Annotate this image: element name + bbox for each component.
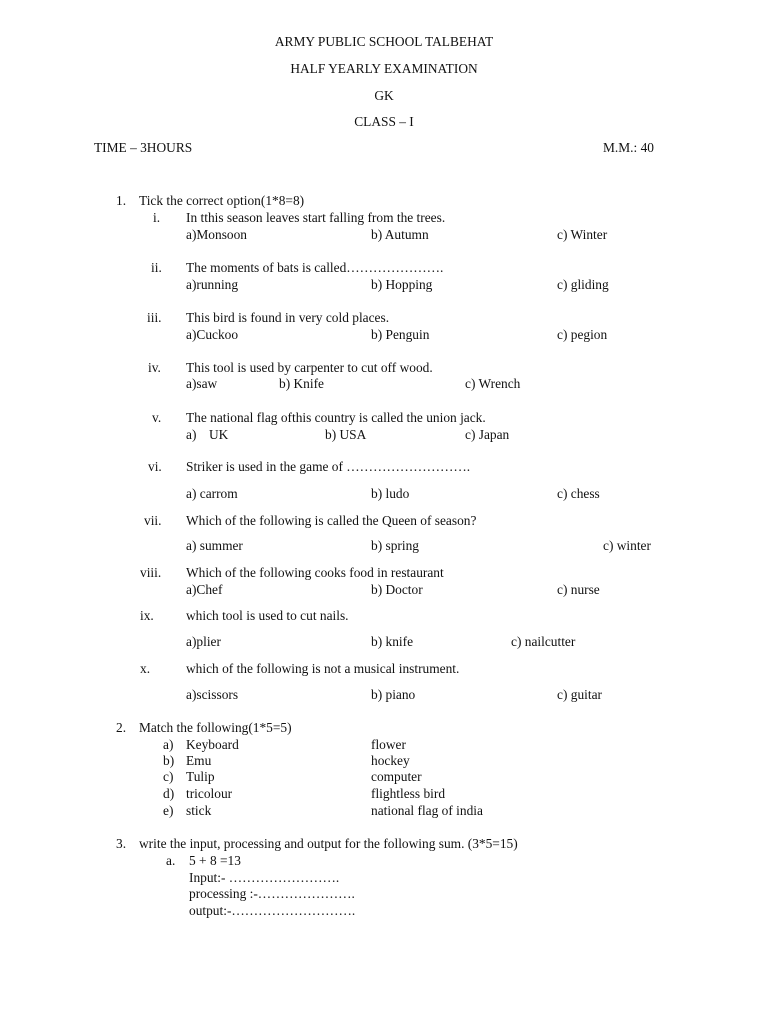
item-number: ii. [151,260,162,275]
option-b: b) Penguin [371,327,430,342]
option-a: UK [209,427,229,442]
max-marks: M.M.: 40 [603,140,654,155]
exam-title: HALF YEARLY EXAMINATION [290,61,478,76]
item-number: viii. [140,565,162,580]
class-title: CLASS – I [354,114,414,129]
option-a-label: a) [186,427,197,442]
item-question: Which of the following cooks food in restaurant [186,565,444,580]
option-b: b) USA [325,427,367,442]
option-c: c) pegion [557,327,608,342]
match-right: computer [371,769,422,784]
item-question: Striker is used in the game of ………………………. [186,459,471,474]
match-label: a) [163,737,174,752]
item-question: This tool is used by carpenter to cut off wood. [186,360,433,375]
item-number: vi. [148,459,162,474]
input-line: Input:- ……………………. [189,870,340,885]
question-number: 1. [116,193,127,208]
option-c: c) guitar [557,687,602,702]
item-question: which of the following is not a musical instrument. [186,661,460,676]
option-a: a)Chef [186,582,223,597]
sub-question-label: a. [166,853,176,868]
option-c: c) nurse [557,582,600,597]
option-c: c) Winter [557,227,608,242]
match-label: c) [163,769,174,784]
option-c: c) winter [603,538,651,553]
option-a: a) carrom [186,486,238,501]
match-label: e) [163,803,174,818]
question-title: Match the following(1*5=5) [139,720,292,735]
processing-line: processing :-…………………. [189,886,355,901]
item-question: Which of the following is called the Queen of season? [186,513,477,528]
option-c: c) chess [557,486,600,501]
match-left: Tulip [186,769,215,784]
option-a: a)running [186,277,239,292]
option-a: a)Cuckoo [186,327,239,342]
match-left: stick [186,803,212,818]
match-right: flightless bird [371,786,446,801]
output-line: output:-………………………. [189,903,356,918]
option-b: b) spring [371,538,419,553]
item-number: ix. [140,608,154,623]
option-a: a)Monsoon [186,227,247,242]
option-c: c) gliding [557,277,609,292]
item-number: iii. [147,310,162,325]
option-b: b) Doctor [371,582,423,597]
item-number: i. [153,210,161,225]
question-number: 3. [116,836,127,851]
item-question: The moments of bats is called…………………. [186,260,444,275]
option-b: b) Hopping [371,277,433,292]
option-a: a)saw [186,376,218,391]
question-title: write the input, processing and output for the following sum. (3*5=15) [139,836,518,851]
match-label: d) [163,786,175,801]
question-number: 2. [116,720,127,735]
option-b: b) Knife [279,376,324,391]
school-name: ARMY PUBLIC SCHOOL TALBEHAT [274,34,494,49]
match-left: Emu [186,753,212,768]
item-number: iv. [148,360,161,375]
match-left: tricolour [186,786,233,801]
option-b: b) knife [371,634,414,649]
option-a: a) summer [186,538,243,553]
option-b: b) piano [371,687,416,702]
item-number: v. [152,410,162,425]
item-question: The national flag ofthis country is called the union jack. [186,410,486,425]
option-a: a)plier [186,634,221,649]
item-question: In tthis season leaves start falling from the trees. [186,210,446,225]
match-right: national flag of india [371,803,483,818]
option-b: b) ludo [371,486,410,501]
subject-title: GK [374,88,394,103]
option-c: c) Japan [465,427,510,442]
item-number: vii. [144,513,162,528]
match-right: hockey [371,753,410,768]
match-label: b) [163,753,175,768]
item-question: which tool is used to cut nails. [186,608,349,623]
option-b: b) Autumn [371,227,429,242]
sum-expression: 5 + 8 =13 [189,853,241,868]
option-c: c) Wrench [465,376,521,391]
question-title: Tick the correct option(1*8=8) [139,193,305,208]
match-right: flower [371,737,406,752]
option-a: a)scissors [186,687,239,702]
exam-time: TIME – 3HOURS [94,140,193,155]
match-left: Keyboard [186,737,239,752]
option-c: c) nailcutter [511,634,576,649]
item-question: This bird is found in very cold places. [186,310,390,325]
item-number: x. [140,661,151,676]
